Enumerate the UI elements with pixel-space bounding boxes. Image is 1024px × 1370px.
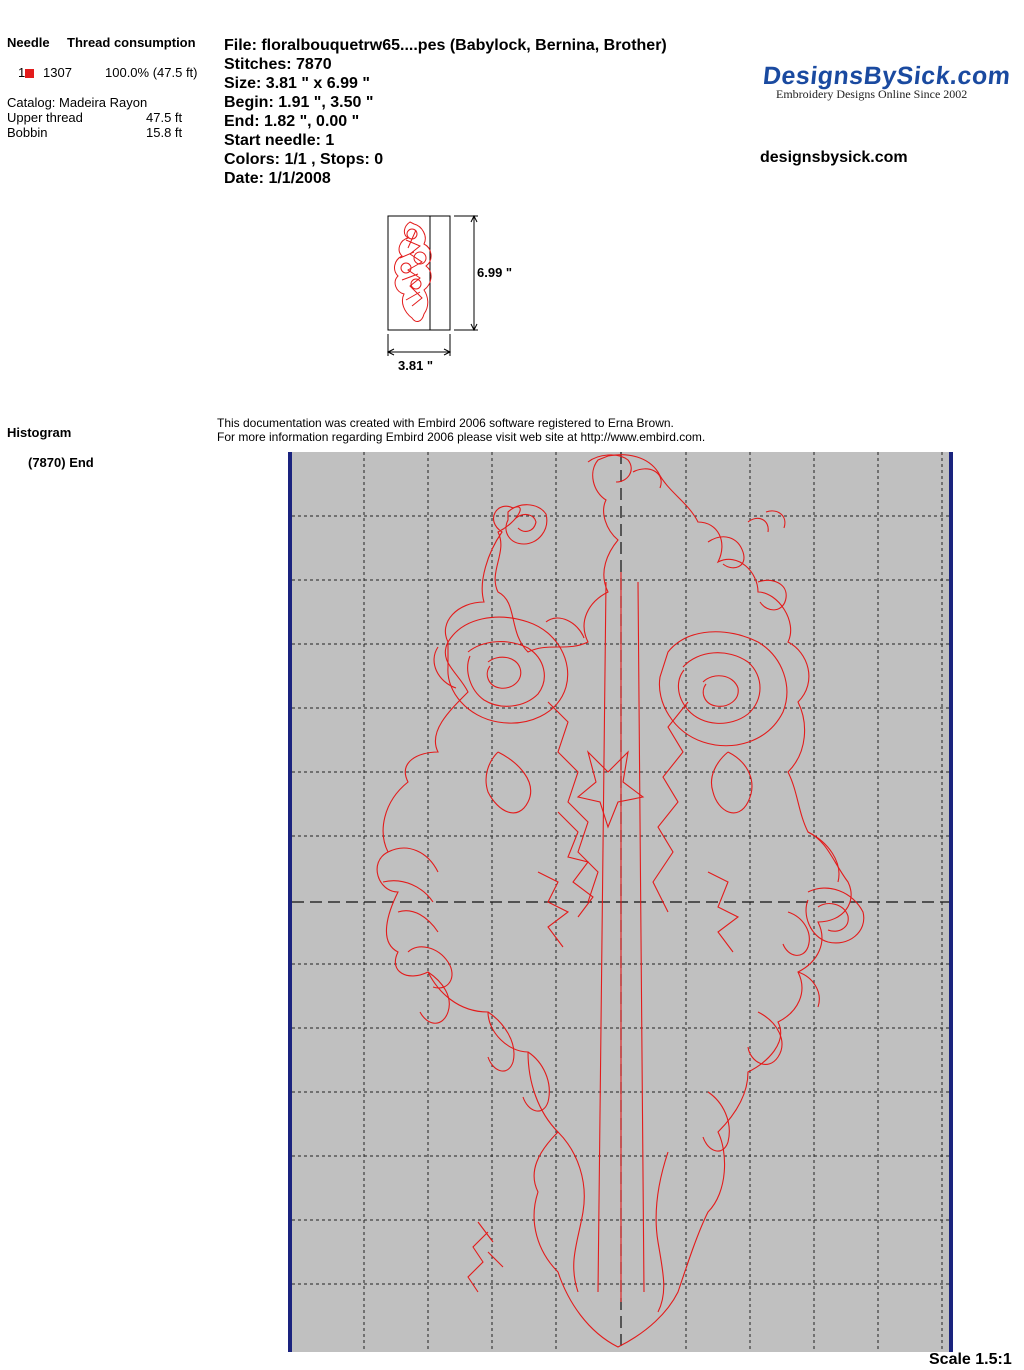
stitch-count: Stitches: 7870 [224,56,332,73]
thread-color-swatch [25,69,34,78]
needle-number: 1 [18,65,26,80]
software-note-line1: This documentation was created with Embird 2006 software registered to Erna Brown. [217,416,674,430]
design-thumbnail [380,210,530,380]
upper-thread-label: Upper thread [7,110,83,125]
brand-tagline: Embroidery Designs Online Since 2002 [776,87,968,101]
thread-percentage: 100.0% (47.5 ft) [105,65,198,80]
thread-color-code: 1307 [43,65,72,80]
brand-logo: DesignsBySick.com [761,62,1013,90]
bobbin-value: 15.8 ft [146,125,183,140]
design-canvas [288,452,956,1352]
site-url: designsbysick.com [760,149,908,166]
software-note-line2: For more information regarding Embird 2006 please visit web site at http://www.embird.com. [217,430,706,444]
needle-row [18,65,34,80]
catalog-label: Catalog: Madeira Rayon [7,95,148,110]
needle-header: Needle [7,35,50,50]
thumb-width-label: 3.81 " [398,358,434,373]
file-name: File: floralbouquetrw65....pes (Babylock, Bernina, Brother) [224,37,667,54]
bobbin-label: Bobbin [7,125,48,140]
begin-position: Begin: 1.91 ", 3.50 " [224,94,374,111]
thread-consumption-header: Thread consumption [67,35,196,50]
upper-thread-value: 47.5 ft [146,110,183,125]
thumb-height-label: 6.99 " [477,265,513,280]
histogram-title: Histogram [7,425,72,440]
scale-label: Scale 1.5:1 [929,1351,1012,1368]
software-note [217,416,705,444]
histogram-entry: (7870) End [28,455,94,470]
colors-stops: Colors: 1/1 , Stops: 0 [224,151,384,168]
start-needle: Start needle: 1 [224,132,335,149]
design-info [224,36,667,188]
design-size: Size: 3.81 " x 6.99 " [224,75,370,92]
design-date: Date: 1/1/2008 [224,170,331,187]
end-position: End: 1.82 ", 0.00 " [224,113,360,130]
